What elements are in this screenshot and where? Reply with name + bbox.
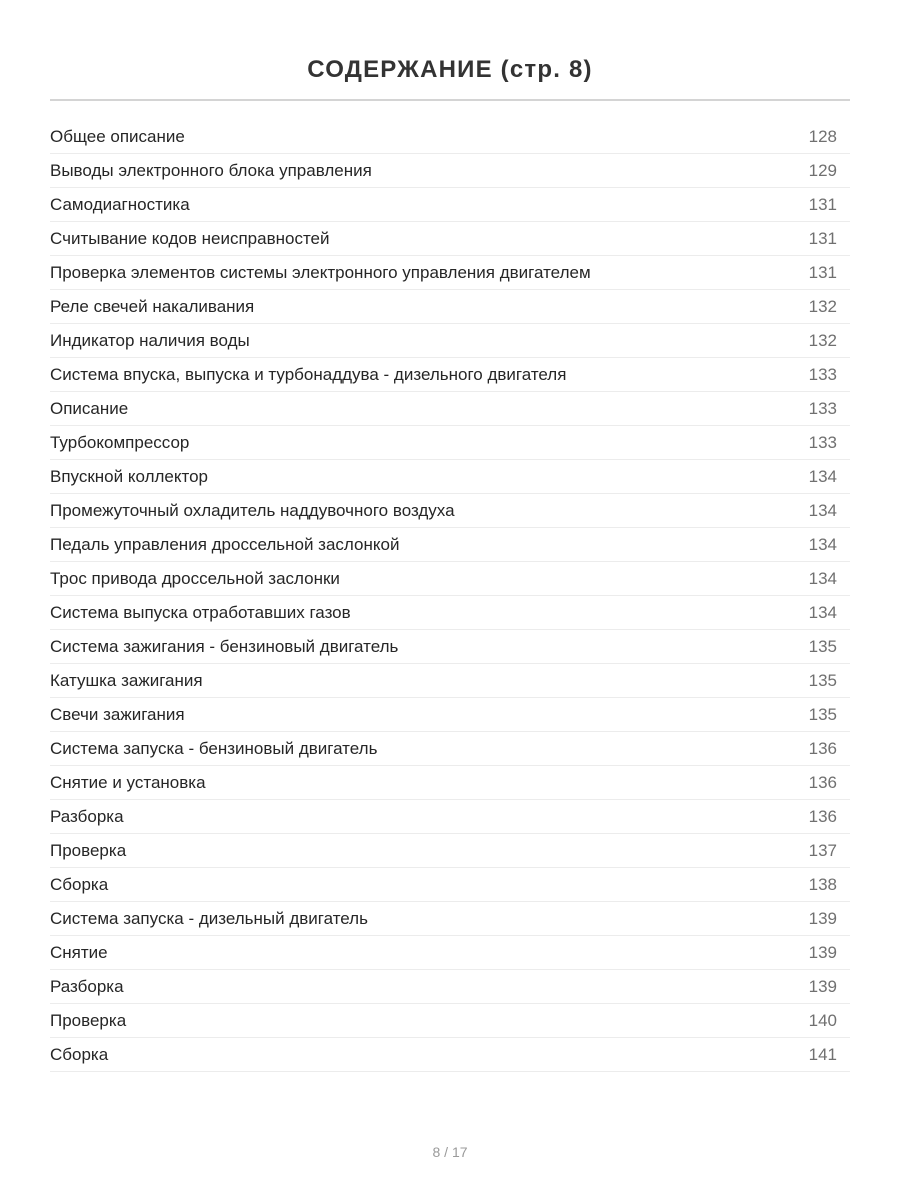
toc-entry[interactable] bbox=[50, 426, 850, 460]
toc-entry[interactable] bbox=[50, 528, 850, 562]
toc-entry-page-number[interactable]: 131 bbox=[808, 229, 837, 248]
toc-entry-page-number[interactable]: 135 bbox=[808, 637, 837, 656]
toc-entry-title[interactable]: Система запуска - бензиновый двигатель bbox=[50, 739, 378, 758]
toc-entry-title[interactable]: Проверка элементов системы электронного управления двигателем bbox=[50, 263, 591, 282]
toc-entry[interactable] bbox=[50, 970, 850, 1004]
toc-entry[interactable] bbox=[50, 868, 850, 902]
toc-entry[interactable] bbox=[50, 222, 850, 256]
toc-entry[interactable] bbox=[50, 494, 850, 528]
toc-entry[interactable] bbox=[50, 188, 850, 222]
toc-entry-page-number[interactable]: 136 bbox=[808, 807, 837, 826]
toc-entry-page-number[interactable]: 131 bbox=[808, 263, 837, 282]
toc-entry-title[interactable]: Свечи зажигания bbox=[50, 705, 185, 724]
toc-entry-page-number[interactable]: 137 bbox=[808, 841, 837, 860]
toc-entry-title[interactable]: Система запуска - дизельный двигатель bbox=[50, 909, 368, 928]
toc-entry-title[interactable]: Выводы электронного блока управления bbox=[50, 161, 372, 180]
toc-entry-page-number[interactable]: 134 bbox=[808, 467, 837, 486]
toc-entry-page-number[interactable]: 132 bbox=[808, 297, 837, 316]
toc-entry[interactable] bbox=[50, 324, 850, 358]
toc-entry-title[interactable]: Снятие bbox=[50, 943, 108, 962]
toc-entry-page-number[interactable]: 136 bbox=[808, 773, 837, 792]
toc-entry-title[interactable]: Снятие и установка bbox=[50, 773, 206, 792]
toc-entry[interactable] bbox=[50, 154, 850, 188]
toc-entry-page-number[interactable]: 139 bbox=[808, 977, 837, 996]
toc-entry[interactable] bbox=[50, 664, 850, 698]
toc-entry-title[interactable]: Система впуска, выпуска и турбонаддува - дизельного двигателя bbox=[50, 365, 567, 384]
toc-entry[interactable] bbox=[50, 562, 850, 596]
toc-entry-title[interactable]: Разборка bbox=[50, 977, 124, 996]
toc-entry-page-number[interactable]: 132 bbox=[808, 331, 837, 350]
toc-entry-title[interactable]: Сборка bbox=[50, 875, 109, 894]
toc-entry-title[interactable]: Считывание кодов неисправностей bbox=[50, 229, 330, 248]
toc-entry-title[interactable]: Разборка bbox=[50, 807, 124, 826]
page-title: СОДЕРЖАНИЕ (стр. 8) bbox=[307, 56, 593, 84]
toc-entry-page-number[interactable]: 139 bbox=[808, 909, 837, 928]
toc-entry-title[interactable]: Проверка bbox=[50, 841, 127, 860]
toc-entry[interactable] bbox=[50, 766, 850, 800]
toc-entry[interactable] bbox=[50, 902, 850, 936]
toc-entry-page-number[interactable]: 138 bbox=[808, 875, 837, 894]
toc-entry[interactable] bbox=[50, 256, 850, 290]
toc-entry-page-number[interactable]: 140 bbox=[808, 1011, 837, 1030]
toc-entry[interactable] bbox=[50, 936, 850, 970]
toc-entry-title[interactable]: Промежуточный охладитель наддувочного воздуха bbox=[50, 501, 455, 520]
toc-entry-page-number[interactable]: 131 bbox=[808, 195, 837, 214]
toc-entry[interactable] bbox=[50, 698, 850, 732]
toc-entry[interactable] bbox=[50, 358, 850, 392]
toc-entry-page-number[interactable]: 141 bbox=[808, 1045, 837, 1064]
toc-entry-page-number[interactable]: 133 bbox=[808, 365, 837, 384]
toc-entry-title[interactable]: Впускной коллектор bbox=[50, 467, 208, 486]
toc-entry-title[interactable]: Турбокомпрессор bbox=[50, 433, 190, 452]
toc-entry-title[interactable]: Система зажигания - бензиновый двигатель bbox=[50, 637, 399, 656]
toc-entry[interactable] bbox=[50, 290, 850, 324]
toc-entry-title[interactable]: Индикатор наличия воды bbox=[50, 331, 250, 350]
toc-entry-page-number[interactable]: 139 bbox=[808, 943, 837, 962]
toc-entry[interactable] bbox=[50, 732, 850, 766]
toc-entry-page-number[interactable]: 134 bbox=[808, 501, 837, 520]
toc-entry[interactable] bbox=[50, 392, 850, 426]
toc-entry-title[interactable]: Описание bbox=[50, 399, 129, 418]
toc-entry[interactable] bbox=[50, 834, 850, 868]
toc-entry-page-number[interactable]: 135 bbox=[808, 705, 837, 724]
toc-entry-title[interactable]: Сборка bbox=[50, 1045, 109, 1064]
toc-entry-page-number[interactable]: 134 bbox=[808, 569, 837, 588]
toc-entry-title[interactable]: Самодиагностика bbox=[50, 195, 190, 214]
toc-entry-title[interactable]: Педаль управления дроссельной заслонкой bbox=[50, 535, 400, 554]
toc-entry-title[interactable]: Система выпуска отработавших газов bbox=[50, 603, 351, 622]
document-page bbox=[50, 0, 850, 1200]
toc-entry-title[interactable]: Катушка зажигания bbox=[50, 671, 203, 690]
toc-entry-page-number[interactable]: 133 bbox=[808, 433, 837, 452]
toc-entry-page-number[interactable]: 133 bbox=[808, 399, 837, 418]
toc-entry[interactable] bbox=[50, 1004, 850, 1038]
toc-entry-title[interactable]: Реле свечей накаливания bbox=[50, 297, 255, 316]
toc-entry-page-number[interactable]: 129 bbox=[808, 161, 837, 180]
toc-entry-title[interactable]: Проверка bbox=[50, 1011, 127, 1030]
toc-entry-page-number[interactable]: 135 bbox=[808, 671, 837, 690]
toc-entry[interactable] bbox=[50, 630, 850, 664]
toc-entry-title[interactable]: Общее описание bbox=[50, 127, 185, 146]
toc-entry-page-number[interactable]: 136 bbox=[808, 739, 837, 758]
toc-entry-page-number[interactable]: 134 bbox=[808, 603, 837, 622]
toc-entry[interactable] bbox=[50, 1038, 850, 1072]
page-indicator: 8 / 17 bbox=[432, 1144, 468, 1160]
toc-entry[interactable] bbox=[50, 460, 850, 494]
toc-entry[interactable] bbox=[50, 800, 850, 834]
toc-entry-title[interactable]: Трос привода дроссельной заслонки bbox=[50, 569, 340, 588]
toc-list bbox=[50, 120, 850, 1072]
toc-entry[interactable] bbox=[50, 120, 850, 154]
toc-entry-page-number[interactable]: 128 bbox=[808, 127, 837, 146]
toc-entry-page-number[interactable]: 134 bbox=[808, 535, 837, 554]
toc-entry[interactable] bbox=[50, 596, 850, 630]
title-divider bbox=[50, 99, 850, 101]
